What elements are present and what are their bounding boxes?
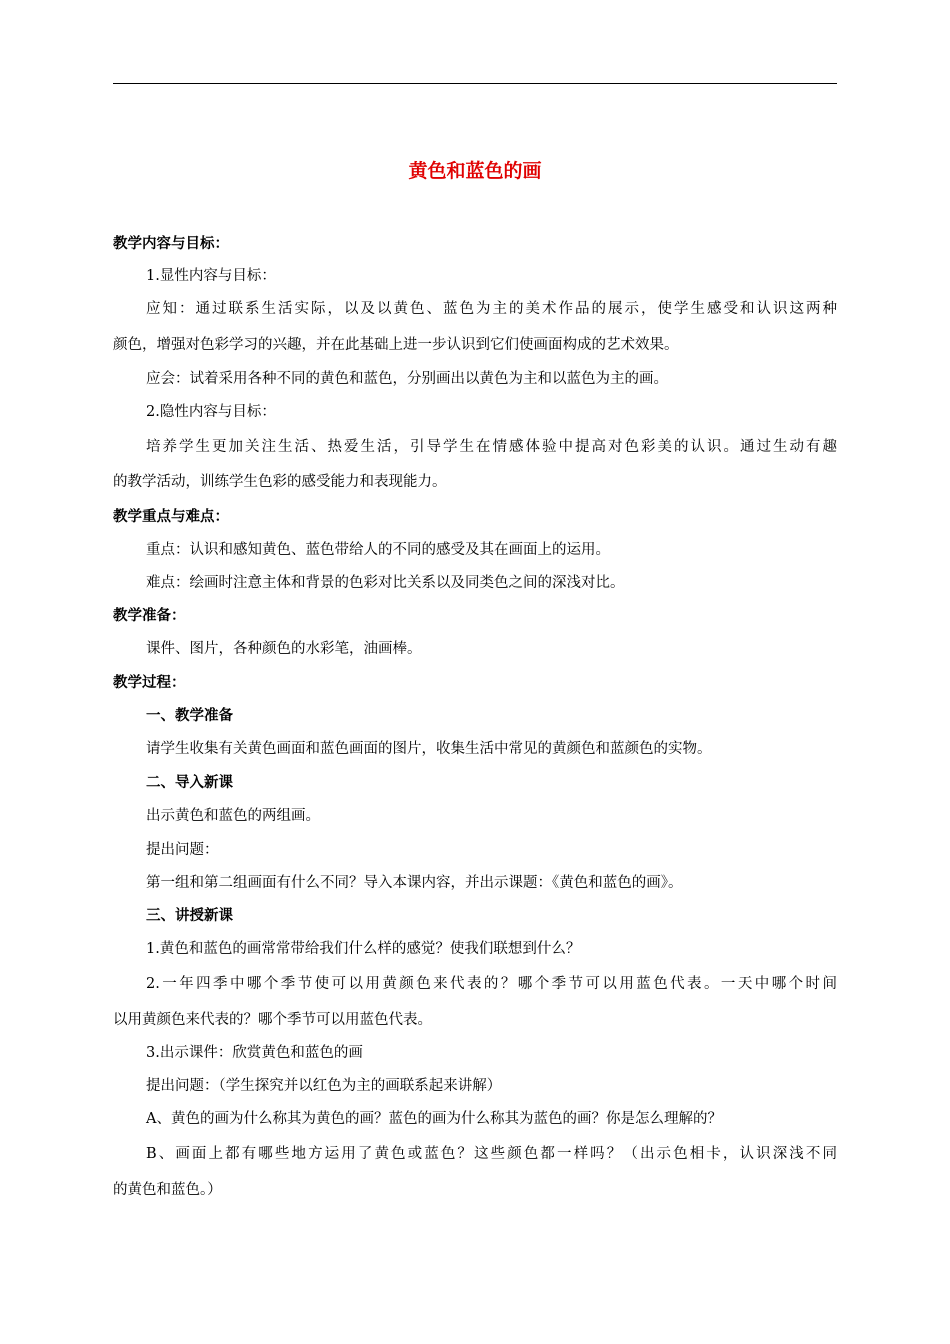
yingzhi-line-2: 颜色，增强对色彩学习的兴趣，并在此基础上进一步认识到它们使画面构成的艺术效果。 xyxy=(113,337,679,353)
yinghui: 应会：试着采用各种不同的黄色和蓝色，分别画出以黄色为主和以蓝色为主的画。 xyxy=(146,371,668,387)
section-2-text-3: 第一组和第二组画面有什么不同？导入本课内容，并出示课题：《黄色和蓝色的画》。 xyxy=(146,875,683,891)
goal1-heading: 1.显性内容与目标： xyxy=(146,268,276,284)
heading-key-points: 教学重点与难点： xyxy=(113,509,229,525)
key-point: 重点：认识和感知黄色、蓝色带给人的不同的感受及其在画面上的运用。 xyxy=(146,542,610,558)
goal2-heading: 2.隐性内容与目标： xyxy=(146,404,276,420)
heading-preparation: 教学准备： xyxy=(113,608,186,624)
section-2-heading: 二、导入新课 xyxy=(146,775,233,791)
section-3-ask: 提出问题：（学生探究并以红色为主的画联系起来讲解） xyxy=(146,1078,502,1094)
section-3-question-1: 1.黄色和蓝色的画常常带给我们什么样的感觉？使我们联想到什么？ xyxy=(146,941,581,957)
section-3-question-2-line-1: 2.一年四季中哪个季节使可以用黄颜色来代表的？哪个季节可以用蓝色代表。一天中哪个时间 xyxy=(146,976,837,992)
section-3-item-b-line-1: B、画面上都有哪些地方运用了黄色或蓝色？这些颜色都一样吗？（出示色相卡，认识深浅不同 xyxy=(146,1146,837,1162)
page-title: 黄色和蓝色的画 xyxy=(408,160,542,182)
section-2-text-1: 出示黄色和蓝色的两组画。 xyxy=(146,808,320,824)
section-3-question-3: 3.出示课件：欣赏黄色和蓝色的画 xyxy=(146,1045,363,1061)
section-3-item-a: A、黄色的画为什么称其为黄色的画？蓝色的画为什么称其为蓝色的画？你是怎么理解的？ xyxy=(146,1111,722,1127)
yingzhi-line-1: 应知：通过联系生活实际，以及以黄色、蓝色为主的美术作品的展示，使学生感受和认识这两种 xyxy=(146,301,837,317)
section-3-heading: 三、讲授新课 xyxy=(146,908,233,924)
goal2-line-1: 培养学生更加关注生活、热爱生活，引导学生在情感体验中提高对色彩美的认识。通过生动有趣 xyxy=(146,439,837,455)
difficult-point: 难点：绘画时注意主体和背景的色彩对比关系以及同类色之间的深浅对比。 xyxy=(146,575,625,591)
section-3-question-2-line-2: 以用黄颜色来代表的？哪个季节可以用蓝色代表。 xyxy=(113,1012,432,1028)
header-rule xyxy=(113,83,837,84)
preparation-text: 课件、图片，各种颜色的水彩笔，油画棒。 xyxy=(146,641,422,657)
goal2-line-2: 的教学活动，训练学生色彩的感受能力和表现能力。 xyxy=(113,474,447,490)
heading-process: 教学过程： xyxy=(113,675,186,691)
section-1-text: 请学生收集有关黄色画面和蓝色画面的图片，收集生活中常见的黄颜色和蓝颜色的实物。 xyxy=(146,741,712,757)
section-3-item-b-line-2: 的黄色和蓝色。） xyxy=(113,1182,222,1198)
section-2-text-2: 提出问题： xyxy=(146,842,219,858)
section-1-heading: 一、教学准备 xyxy=(146,708,233,724)
heading-goals: 教学内容与目标： xyxy=(113,236,229,252)
